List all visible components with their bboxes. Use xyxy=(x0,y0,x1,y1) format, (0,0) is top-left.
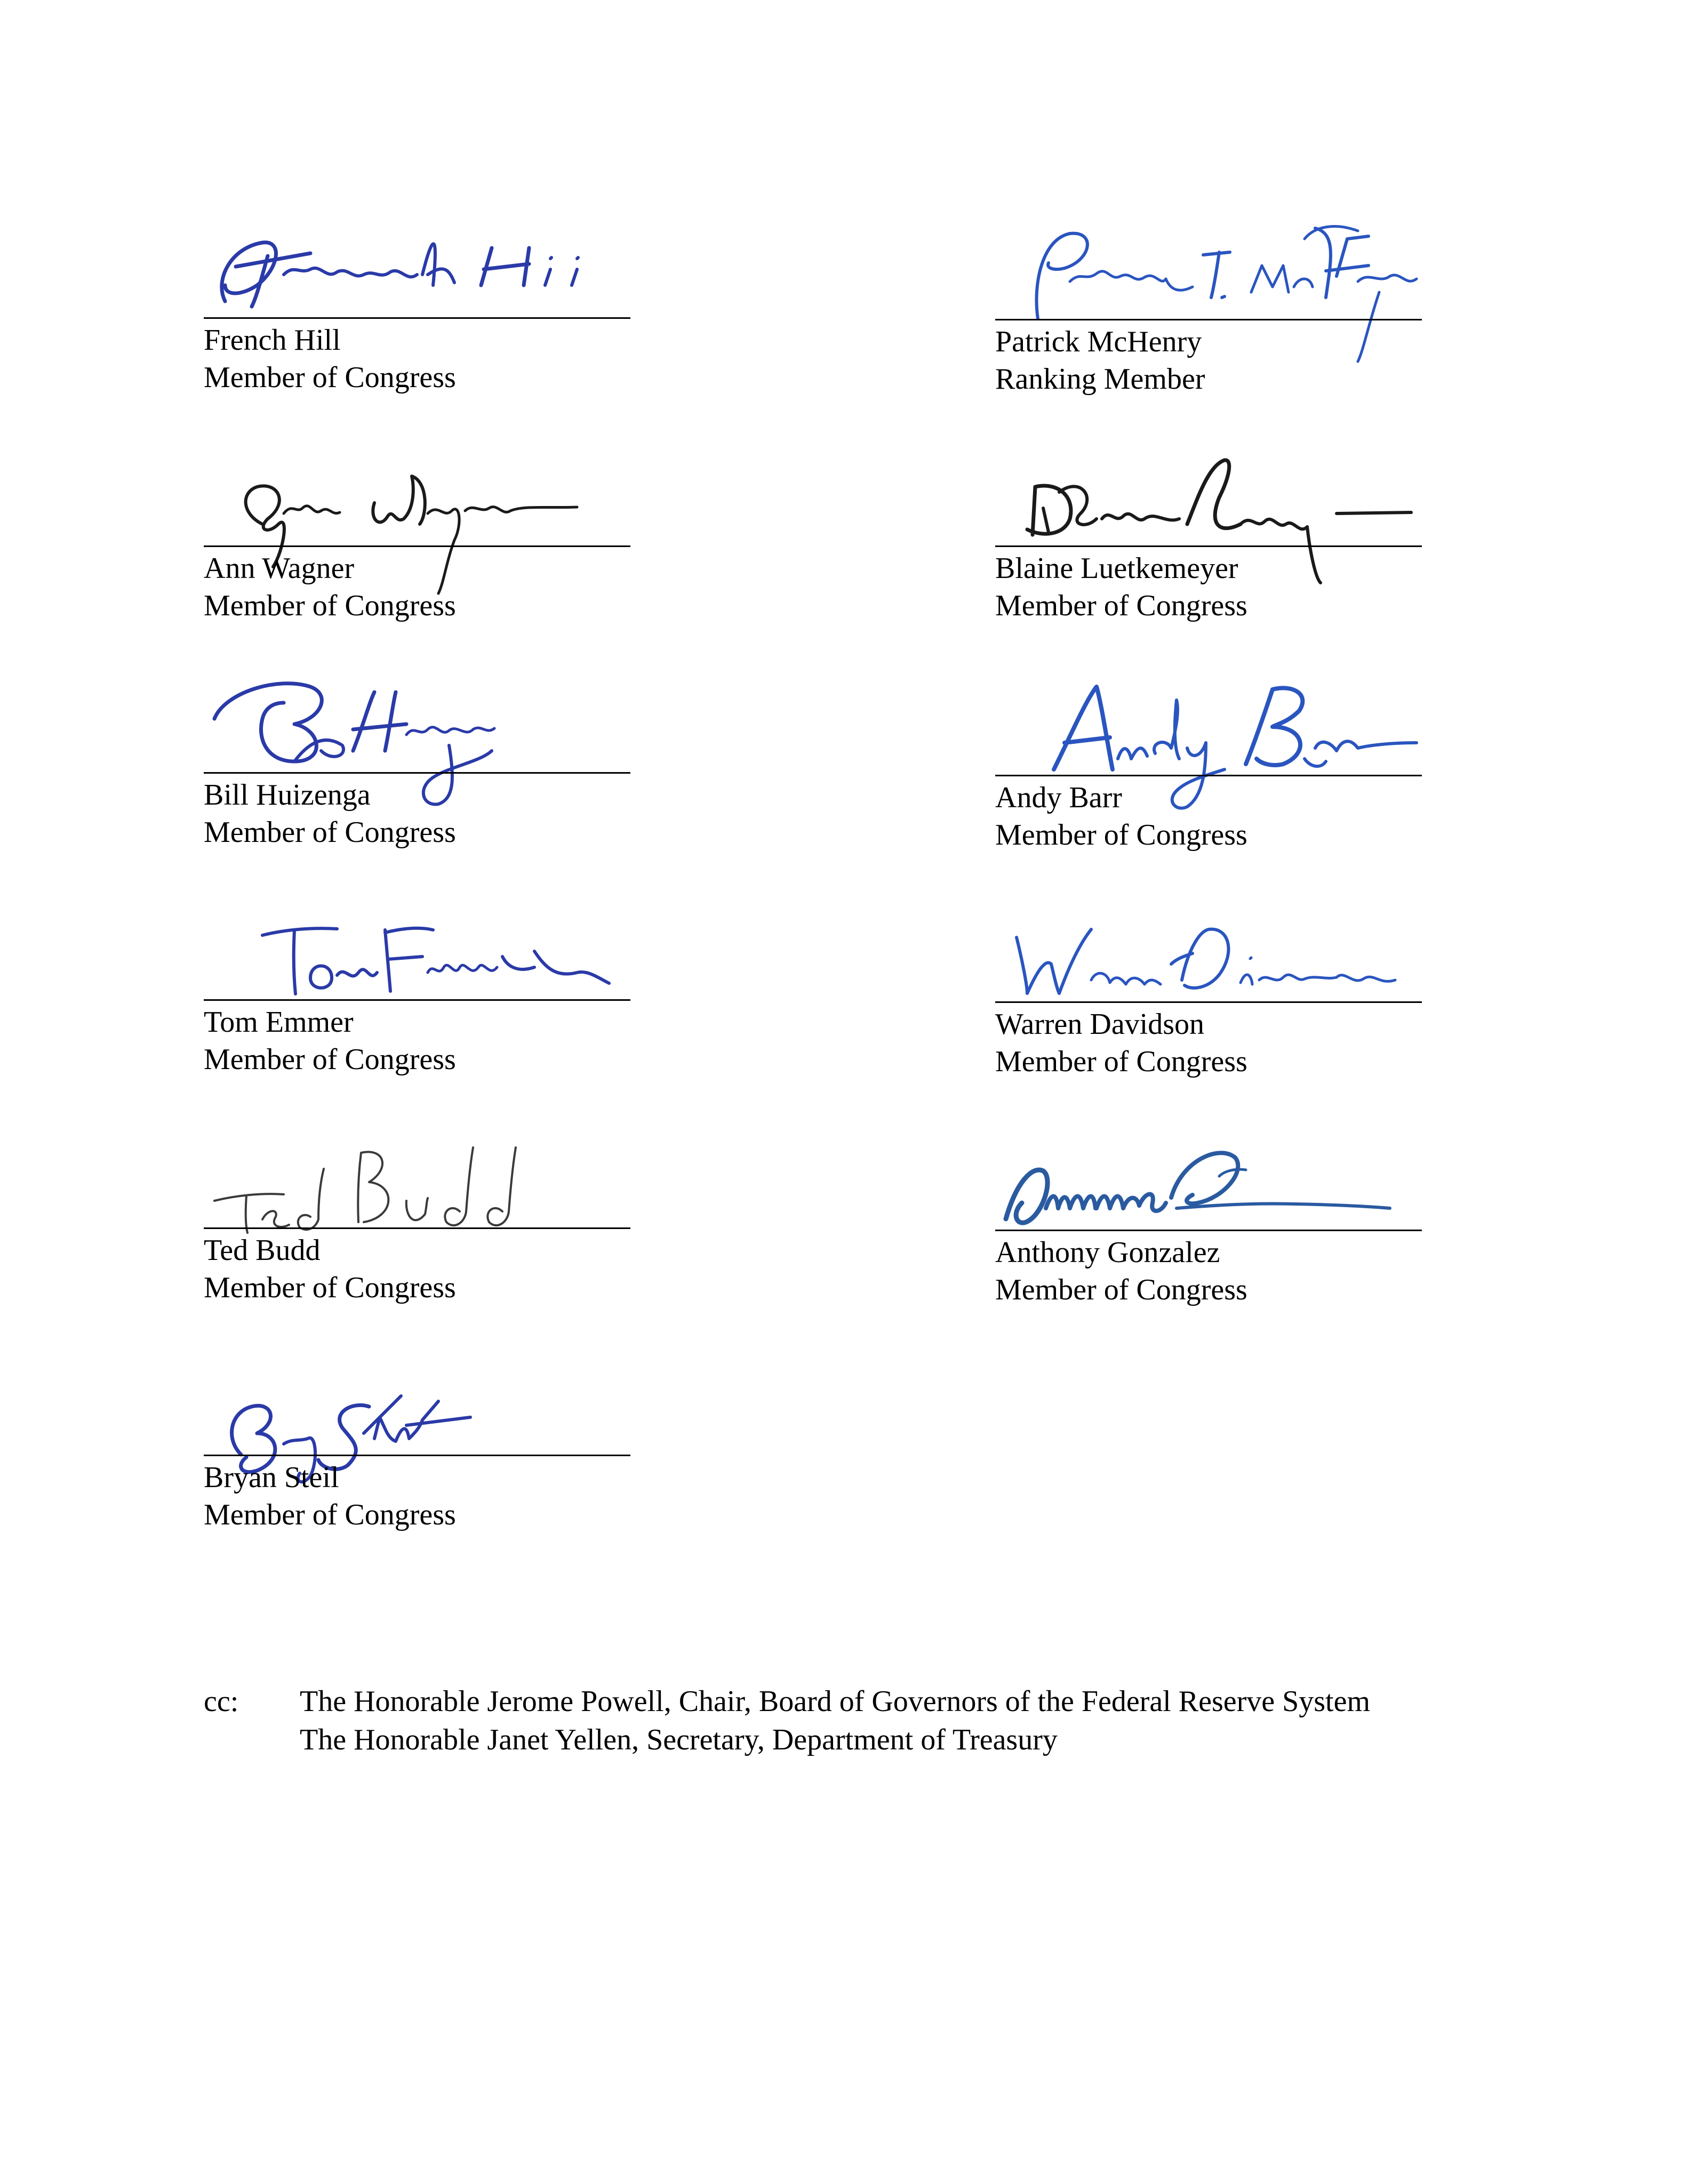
signatory-name: Ann Wagner xyxy=(204,552,355,585)
signatory-name: Ted Budd xyxy=(204,1234,321,1267)
signature-line xyxy=(995,775,1422,776)
signature-block-bryan-steil xyxy=(204,1353,630,1556)
signatory-title: Member of Congress xyxy=(204,361,456,394)
signatory-title: Member of Congress xyxy=(204,816,456,849)
cc-recipient: The Honorable Janet Yellen, Secretary, Department of Treasury xyxy=(300,1723,1058,1756)
signature-block-french-hill xyxy=(204,216,630,419)
signatory-name: Bill Huizenga xyxy=(204,778,371,812)
signature-line xyxy=(204,999,630,1001)
signatory-name: Tom Emmer xyxy=(204,1006,354,1039)
signature-line xyxy=(204,317,630,319)
signature-block-warren-davidson xyxy=(995,900,1422,1103)
signatory-name: Patrick McHenry xyxy=(995,325,1202,358)
signatory-name: French Hill xyxy=(204,324,341,357)
handwritten-signature-bryan-steil xyxy=(204,1353,630,1455)
signature-block-blaine-luetkemeyer xyxy=(995,444,1422,647)
signature-block-anthony-gonzalez xyxy=(995,1128,1422,1331)
handwritten-signature-ann-wagner xyxy=(204,444,630,545)
handwritten-signature-ted-budd xyxy=(204,1126,630,1227)
cc-recipient: The Honorable Jerome Powell, Chair, Board of Governors of the Federal Reserve System xyxy=(300,1685,1371,1718)
handwritten-signature-tom-emmer xyxy=(204,898,630,999)
signature-line xyxy=(995,319,1422,320)
handwritten-signature-andy-barr xyxy=(995,673,1422,775)
signature-block-patrick-mchenry xyxy=(995,218,1422,420)
signature-block-tom-emmer xyxy=(204,898,630,1101)
signature-line xyxy=(995,1001,1422,1003)
handwritten-signature-blaine-luetkemeyer xyxy=(995,444,1422,545)
signatory-title: Member of Congress xyxy=(204,589,456,622)
cc-label: cc: xyxy=(204,1685,239,1718)
handwritten-signature-bill-huizenga xyxy=(204,671,630,772)
signatory-title: Member of Congress xyxy=(204,1498,456,1531)
signatory-title: Member of Congress xyxy=(995,818,1247,852)
signature-block-ted-budd xyxy=(204,1126,630,1329)
signatory-title: Member of Congress xyxy=(204,1271,456,1304)
signature-block-ann-wagner xyxy=(204,444,630,647)
signatory-title: Member of Congress xyxy=(995,1273,1247,1306)
signature-line xyxy=(204,545,630,547)
signatory-title: Member of Congress xyxy=(995,589,1247,622)
handwritten-signature-anthony-gonzalez xyxy=(995,1128,1422,1230)
signatory-name: Blaine Luetkemeyer xyxy=(995,552,1238,585)
cc-recipients xyxy=(300,1682,1526,1759)
signatory-title: Member of Congress xyxy=(995,1045,1247,1078)
signatory-title: Ranking Member xyxy=(995,363,1205,396)
cc-block xyxy=(204,1682,1537,1768)
signatory-title: Member of Congress xyxy=(204,1043,456,1076)
signature-block-bill-huizenga xyxy=(204,671,630,873)
signature-block-andy-barr xyxy=(995,673,1422,876)
signature-line xyxy=(995,545,1422,547)
signature-line xyxy=(204,1227,630,1229)
handwritten-signature-patrick-mchenry xyxy=(995,218,1422,319)
signatory-name: Warren Davidson xyxy=(995,1008,1205,1041)
signatory-name: Anthony Gonzalez xyxy=(995,1236,1220,1269)
signature-line xyxy=(204,772,630,774)
signatory-name: Andy Barr xyxy=(995,781,1122,814)
signature-line xyxy=(204,1455,630,1456)
signatory-name: Bryan Steil xyxy=(204,1461,339,1494)
signature-line xyxy=(995,1230,1422,1231)
handwritten-signature-warren-davidson xyxy=(995,900,1422,1001)
handwritten-signature-french-hill xyxy=(204,216,630,317)
